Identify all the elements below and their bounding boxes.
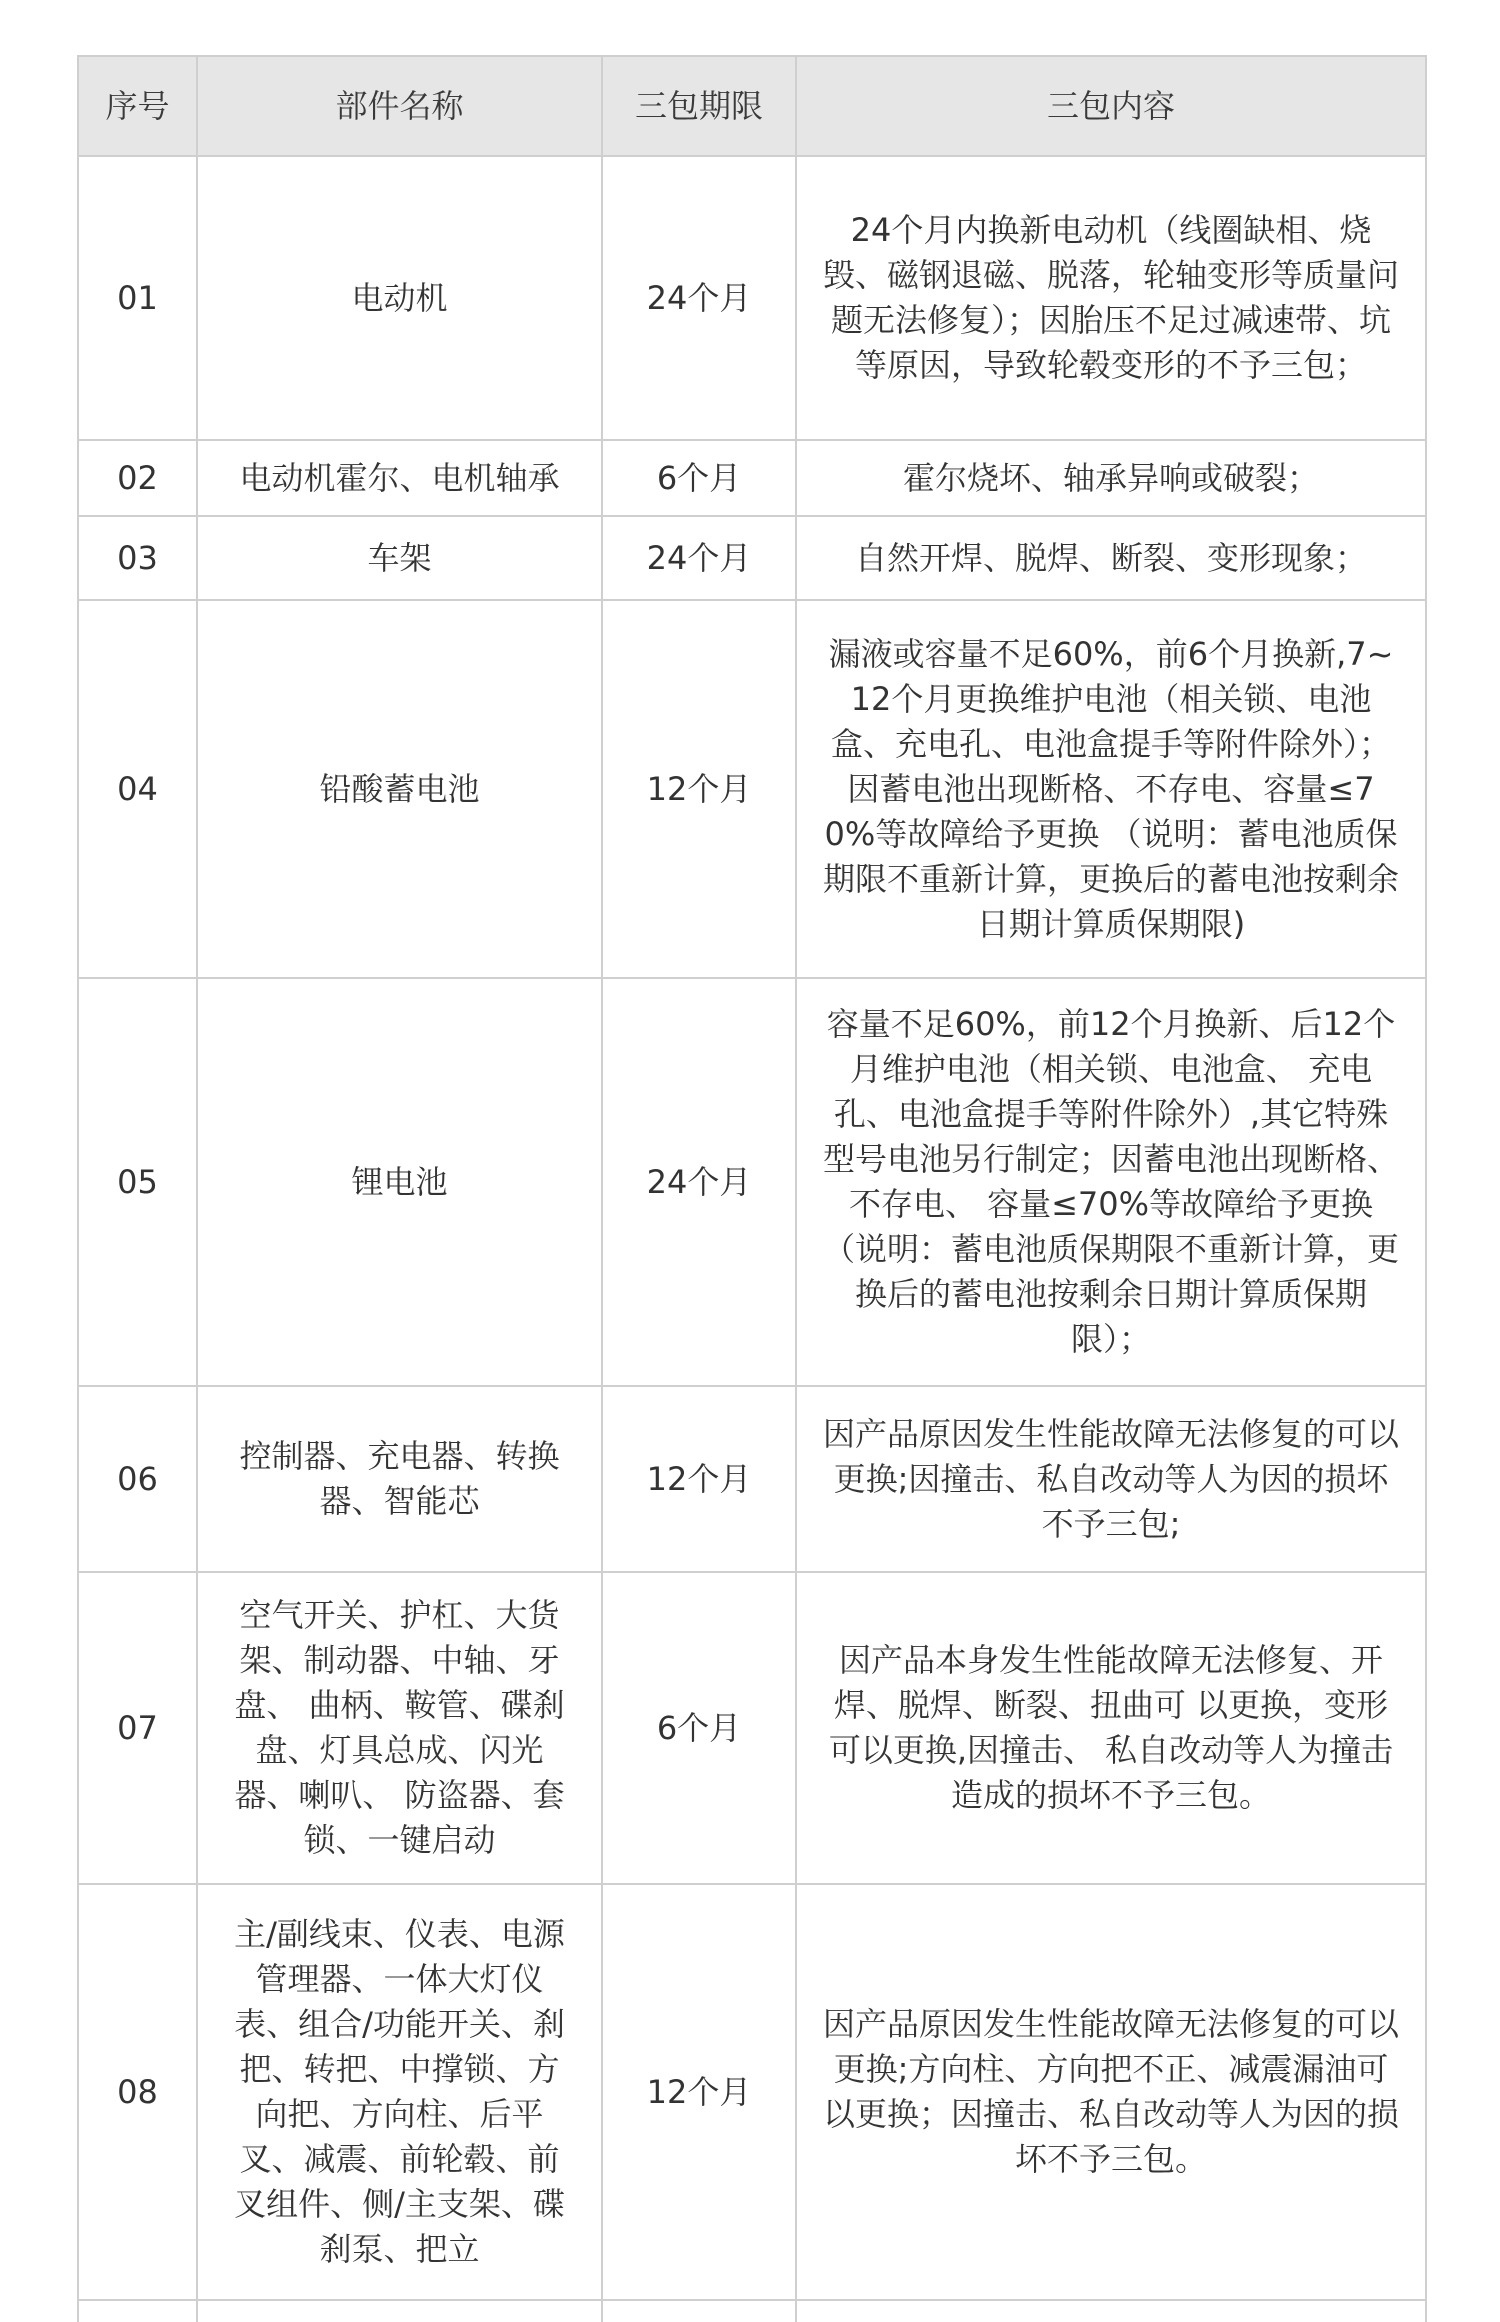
table-row	[78, 1884, 1426, 2300]
warranty-period: 12个月	[602, 1386, 796, 1572]
warranty-period: 24个月	[602, 516, 796, 600]
warranty-period: 24个月	[602, 978, 796, 1386]
warranty-content: 24个月内换新电动机（线圈缺相、烧毁、磁钢退磁、脱落，轮轴变形等质量问题无法修复）；因胎压不足过减速带、坑等原因，导致轮毂变形的不予三包；	[796, 156, 1426, 440]
warranty-period: 12个月	[602, 600, 796, 978]
row-no: 04	[78, 600, 197, 978]
part-name: 空气开关、护杠、大货架、制动器、中轴、牙盘、 曲柄、鞍管、碟刹盘、灯具总成、闪光器、喇叭、 防盗器、套锁、一键启动	[197, 1572, 602, 1884]
table-header-row	[78, 56, 1426, 156]
header-warranty-period: 三包期限	[602, 56, 796, 156]
warranty-content: 霍尔烧坏、轴承异响或破裂；	[796, 440, 1426, 516]
row-no: 05	[78, 978, 197, 1386]
table-row-partial	[78, 2300, 1426, 2322]
warranty-period: 6个月	[602, 440, 796, 516]
part-name	[197, 2300, 602, 2322]
part-name: 控制器、充电器、转换器、智能芯	[197, 1386, 602, 1572]
part-name: 车架	[197, 516, 602, 600]
part-name: 电动机	[197, 156, 602, 440]
warranty-content	[796, 2300, 1426, 2322]
table-row	[78, 600, 1426, 978]
table-row	[78, 440, 1426, 516]
warranty-content: 漏液或容量不足60%，前6个月换新,7~12个月更换维护电池（相关锁、电池盒、充电孔、电池盒提手等附件除外）；因蓄电池出现断格、不存电、容量≤70%等故障给予更换 （说明：蓄电池质保期限不重新计算，更换后的蓄电池按剩余日期计算质保期限)	[796, 600, 1426, 978]
header-no: 序号	[78, 56, 197, 156]
part-name: 锂电池	[197, 978, 602, 1386]
warranty-content: 因产品本身发生性能故障无法修复、开焊、脱焊、断裂、扭曲可 以更换，变形可以更换,因撞击、 私自改动等人为撞击造成的损坏不予三包。	[796, 1572, 1426, 1884]
part-name: 主/副线束、仪表、电源管理器、一体大灯仪表、组合/功能开关、刹把、转把、中撑锁、方向把、方向柱、后平叉、减震、前轮毂、前叉组件、侧/主支架、碟刹泵、把立	[197, 1884, 602, 2300]
warranty-content: 自然开焊、脱焊、断裂、变形现象；	[796, 516, 1426, 600]
row-no: 06	[78, 1386, 197, 1572]
row-no: 01	[78, 156, 197, 440]
warranty-period: 6个月	[602, 1572, 796, 1884]
warranty-table	[77, 55, 1427, 2322]
header-part-name: 部件名称	[197, 56, 602, 156]
warranty-period: 12个月	[602, 1884, 796, 2300]
row-no: 02	[78, 440, 197, 516]
table-row	[78, 978, 1426, 1386]
warranty-period	[602, 2300, 796, 2322]
warranty-content: 容量不足60%，前12个月换新、后12个月维护电池（相关锁、电池盒、 充电孔、电池盒提手等附件除外）,其它特殊型号电池另行制定；因蓄电池出现断格、不存电、 容量≤70%等故障给予更换 （说明：蓄电池质保期限不重新计算，更换后的蓄电池按剩余日期计算质保期限）；	[796, 978, 1426, 1386]
row-no	[78, 2300, 197, 2322]
table-row	[78, 1386, 1426, 1572]
table-row	[78, 156, 1426, 440]
row-no: 08	[78, 1884, 197, 2300]
table-row	[78, 516, 1426, 600]
header-warranty-content: 三包内容	[796, 56, 1426, 156]
table-row	[78, 1572, 1426, 1884]
part-name: 电动机霍尔、电机轴承	[197, 440, 602, 516]
part-name: 铅酸蓄电池	[197, 600, 602, 978]
row-no: 07	[78, 1572, 197, 1884]
warranty-period: 24个月	[602, 156, 796, 440]
warranty-content: 因产品原因发生性能故障无法修复的可以更换;方向柱、方向把不正、减震漏油可以更换；因撞击、私自改动等人为因的损坏不予三包。	[796, 1884, 1426, 2300]
warranty-content: 因产品原因发生性能故障无法修复的可以更换;因撞击、私自改动等人为因的损坏不予三包;	[796, 1386, 1426, 1572]
row-no: 03	[78, 516, 197, 600]
